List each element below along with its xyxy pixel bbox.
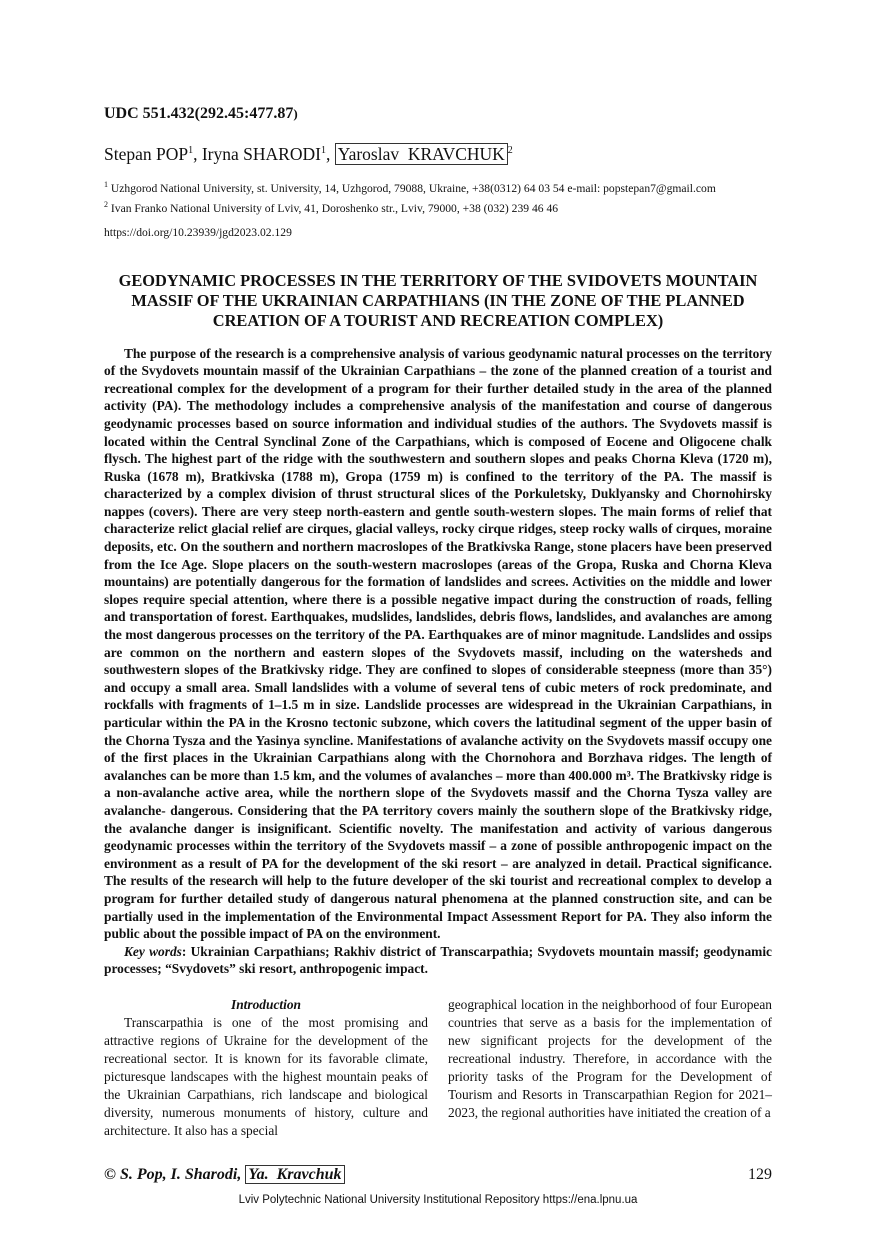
page-footer [104, 1164, 772, 1186]
abstract: The purpose of the research is a comprehensive analysis of various geodynamic natural processes on the territory of the Svydovets mountain massif of the Ukrainian Carpathians – the zone of the planned creation of a tourist and recreational complex for the development of a program for their further detailed study in the area of the planned activity (PA). The methodology includes a comprehensive analysis of the manifestation and course of dangerous geodynamic processes based on source information and individual studies of the authors. The Svydovets massif is located within the Central Synclinal Zone of the Carpathians, which is composed of Eocene and Oligocene chalk flysch. The highest part of the ridge with the southwestern and southern slopes and peaks Chorna Kleva (1720 m), Ruska (1678 m), Bratkivska (1788 m), Gropa (1759 m) is confined to the territory of the PA. The massif is characterized by a complex division of thrust structural slices of the Porkuletsky, Duklyansky and Chornohirsky nappes (covers). There are very steep north-eastern and gentle south-western slopes. The main forms of relief that characterize relict glacial relief are cirques, glacial valleys, rocky cirque ridges, steep rocky walls of cirques, moraine deposits, etc. On the southern and northern macroslopes of the Bratkivska Range, stone placers have been preserved from the Ice Age. Slope placers on the south-western macroslopes (areas of the Gropa, Ruska and Chorna Kleva mountains) are potentially dangerous for the formation of landslides and screes. Activities on the middle and lower slopes require special attention, where there is a possible negative impact during the construction of roads, felling and transportation of forest. Earthquakes, mudslides, landslides, debris flows, landslides, and avalanches are among the most dangerous processes on the territory of the PA. Earthquakes are of minor magnitude. Landslides and ossips are common on the northern and eastern slopes of the Svydovets massif, including on the watersheds and southwestern slopes of the Bratkivsky ridge. They are confined to slopes of considerable steepness (more than 35°) and occupy a small area. Small landslides with a volume of several tens of cubic meters of rock predominate, and rockfalls with fragments of 1–1.5 m in size. Landslide processes are widespread in the Ukrainian Carpathians, in particular within the PA in the Krosno tectonic subzone, which covers the latitudinal segment of the upper basin of the Chorna Tysza and the Yasinya syncline. Manifestations of avalanche activity on the Svydovets massif occupy one of the first places in the Ukrainian Carpathians along with the Chornohora and Borzhava ridges. The length of avalanches can be more than 1.5 km, and the volumes of avalanches – more than 400.000 m³. The Bratkivsky ridge is a non-avalanche active area, while the northern slope of the Svydovets massif and the Chorna Tysza valley are avalanche- dangerous. Considering that the PA territory covers mainly the southern slope of the Bratkivsky ridge, the avalanche danger is insignificant. Scientific novelty. The manifestation and activity of various dangerous geodynamic processes within the territory of the Svydovets massif – a zone of possible anthropogenic impact on the environment as a result of PA for the development of the ski resort – are analyzed in detail. Practical significance. The results of the research will help to the future developer of the ski tourist and recreational complex to develop a program for further detailed study of dangerous natural phenomena at the planned construction site, and can be partially used in the implementation of the Environmental Impact Assessment Report for PA. They also inform the public about the possible impact of PA on the environment. [104, 345, 772, 942]
author-sup: 1 [188, 145, 194, 156]
copyright [104, 1164, 345, 1186]
affiliation [104, 177, 772, 197]
affiliation [104, 197, 772, 217]
keywords-text: : Ukrainian Carpathians; Rakhiv district of Transcarpathia; Svydovets mountain massif; geodynamic processes; “Svydovets” ski resort, anthropogenic impact. [104, 943, 772, 977]
author-sup: 1 [320, 145, 326, 156]
udc-code [104, 104, 772, 124]
paper-title: GEODYNAMIC PROCESSES IN THE TERRITORY OF THE SVIDOVETS MOUNTAIN MASSIF OF THE UKRAINIAN CARPATHIANS (IN THE ZONE OF THE PLANNED CREATION OF A TOURIST AND RECREATION COMPLEX) [118, 270, 758, 330]
affiliation-text: Ivan Franko National University of Lviv, 41, Doroshenko str., Lviv, 79000, +38 (032) 239 46 46 [110, 201, 559, 215]
author-name: Iryna SHARODI [201, 143, 321, 164]
body-paragraph: Transcarpathia is one of the most promising and attractive regions of Ukraine for the development of the recreational sector. It is known for its favorable climate, picturesque landscapes with the highest mountain peaks of the Ukrainian Carpathians, rich landscape and biological diversity, numerous monuments of history, culture and architecture. It also has a special [104, 1014, 428, 1138]
affiliation-sup: 1 [104, 179, 108, 189]
affiliation-sup: 2 [104, 199, 108, 209]
affiliations [104, 177, 772, 217]
column-right [448, 996, 772, 1140]
keywords [104, 943, 772, 978]
body-paragraph: geographical location in the neighborhood of four European countries that serve as a basis for the implementation of new significant projects for the development of the recreational industry. Therefore, in accordance with the priority tasks of the Program for the Development of Tourism and Resorts in Transcarpathian Region for 2021–2023, the regional authorities have initiated the creation of a [448, 996, 772, 1120]
author-name-boxed: Yaroslav KRAVCHUK [335, 143, 508, 165]
udc-tail: ) [293, 106, 298, 121]
author-sup: 2 [507, 145, 513, 156]
page-number: 129 [748, 1165, 772, 1183]
copyright-prefix: © S. Pop, I. Sharodi, [104, 1165, 246, 1183]
author-name: Stepan POP [104, 143, 189, 164]
repository-footer: Lviv Polytechnic National University Institutional Repository https://ena.lpnu.ua [238, 1193, 638, 1206]
two-column-body [104, 996, 772, 1140]
keywords-label: Key words [124, 943, 182, 959]
section-heading: Introduction [231, 996, 301, 1012]
column-left [104, 996, 428, 1140]
udc-main: UDC 551.432(292.45:477.87 [104, 105, 294, 122]
copyright-boxed: Ya. Kravchuk [245, 1165, 344, 1184]
author-list: Stepan POP$^1$, Iryna SHARODI$^1$, Yaroslav KRAVCHUK $^2$ [104, 143, 513, 164]
doi-link[interactable]: https://doi.org/10.23939/jgd2023.02.129 [104, 225, 292, 239]
affiliation-text: Uzhgorod National University, st. University, 14, Uzhgorod, 79088, Ukraine, +38(0312) 64 03 54 e-mail: popstepan7@gmail.com [110, 181, 716, 195]
